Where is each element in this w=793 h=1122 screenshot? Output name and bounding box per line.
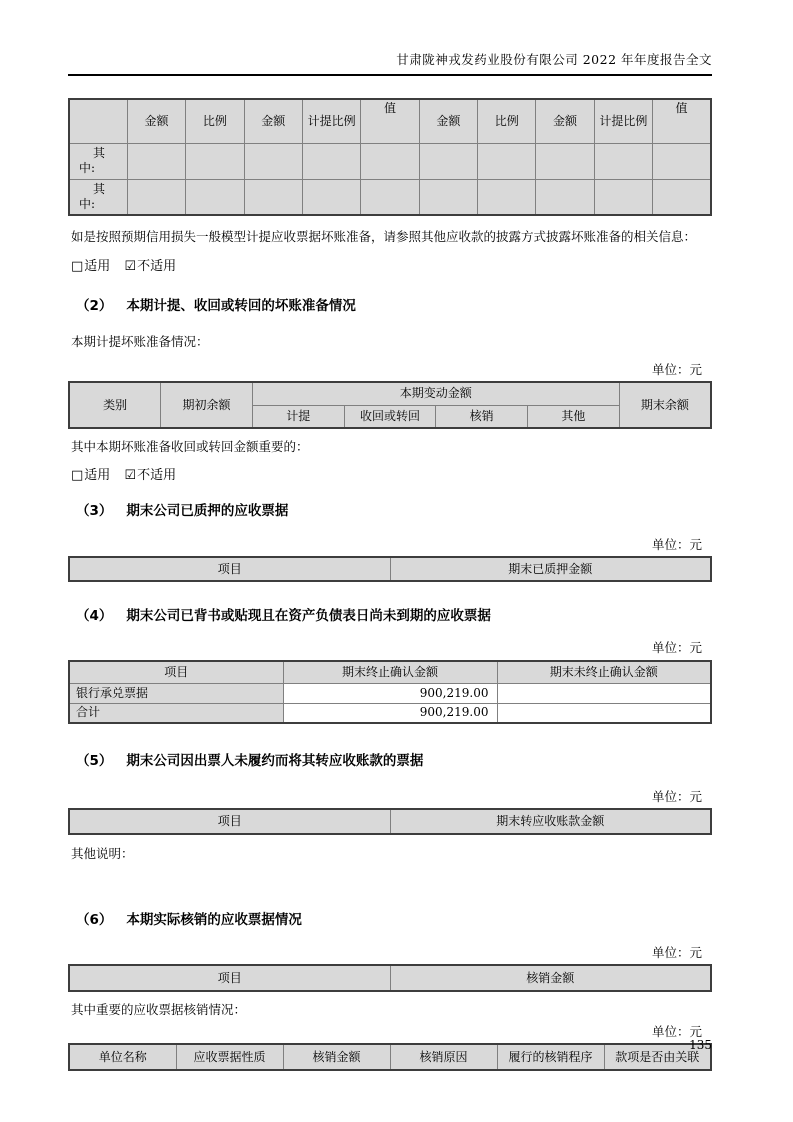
- table-cell: [536, 179, 594, 215]
- transferred-receivables-table: [68, 808, 712, 835]
- table-header-row: [69, 382, 711, 405]
- table-row: [69, 703, 711, 723]
- column-header: 期末终止确认金额: [283, 661, 497, 683]
- unit-label: 单位：元: [651, 537, 702, 552]
- column-header: 核销原因: [390, 1044, 497, 1070]
- section-title: 期末公司已背书或贴现且在资产负债表日尚未到期的应收票据: [126, 608, 491, 624]
- amount-cell: [497, 683, 711, 703]
- other-explanation-note: 其他说明：: [71, 846, 134, 861]
- important-writeoff-note: 其中重要的应收票据核销情况：: [71, 1002, 247, 1017]
- section-title: 本期实际核销的应收票据情况: [126, 912, 302, 928]
- section-number: （4）: [76, 608, 113, 624]
- table-cell: [594, 179, 652, 215]
- table-cell: [653, 143, 711, 179]
- column-header: 其他: [528, 405, 620, 428]
- table-cell: [186, 143, 244, 179]
- table-cell: [302, 143, 360, 179]
- amount-cell: [497, 703, 711, 723]
- not-applicable-label: 不适用: [137, 259, 177, 274]
- section-number: （3）: [76, 503, 113, 519]
- unit-label: 单位：元: [651, 945, 702, 960]
- section-4-heading: [76, 604, 712, 624]
- column-header: 期末未终止确认金额: [497, 661, 711, 683]
- row-label-cell: 其中:: [69, 179, 127, 215]
- pledged-notes-table: [68, 556, 712, 582]
- column-header-group: 本期变动金额: [252, 382, 619, 405]
- table-cell: [536, 143, 594, 179]
- column-header: 收回或转回: [344, 405, 436, 428]
- section-title: 期末公司因出票人未履约而将其转应收账款的票据: [126, 753, 424, 769]
- table-cell: [478, 179, 536, 215]
- column-header: 值: [653, 99, 711, 143]
- endorsed-discounted-notes-table: [68, 660, 712, 724]
- table-header-row: [69, 661, 711, 683]
- column-header: 金额: [419, 99, 477, 143]
- table-cell: [127, 179, 185, 215]
- applicable-checkbox-line: [71, 464, 712, 483]
- column-header: 计提比例: [302, 99, 360, 143]
- column-header: 单位名称: [69, 1044, 176, 1070]
- item-cell: 银行承兑票据: [69, 683, 283, 703]
- table-cell: [361, 179, 419, 215]
- column-header: 项目: [69, 557, 390, 581]
- column-header: 期末余额: [619, 382, 711, 428]
- column-header: 计提比例: [594, 99, 652, 143]
- unit-label: 单位：元: [651, 789, 702, 804]
- table-cell: [244, 179, 302, 215]
- column-header: 值: [361, 99, 419, 143]
- column-header: 金额: [244, 99, 302, 143]
- unit-label: 单位：元: [651, 640, 702, 655]
- table-row: [69, 179, 711, 215]
- unit-label: 单位：元: [651, 362, 702, 377]
- bad-debt-provision-table: [68, 98, 712, 216]
- unchecked-checkbox-icon: □: [71, 468, 84, 483]
- section-title: 本期计提、收回或转回的坏账准备情况: [126, 298, 356, 314]
- item-cell: 合计: [69, 703, 283, 723]
- applicable-label: 适用: [84, 468, 111, 483]
- ecl-model-note: 如是按照预期信用损失一般模型计提应收票据坏账准备，请参照其他应收款的披露方式披露坏账准备的相关信息：: [71, 229, 697, 244]
- table-cell: [302, 179, 360, 215]
- amount-cell: 900,219.00: [283, 683, 497, 703]
- table-header-row: [69, 557, 711, 581]
- column-header: 履行的核销程序: [497, 1044, 604, 1070]
- column-header: 期末转应收账款金额: [390, 809, 711, 834]
- recover-important-note: 其中本期坏账准备收回或转回金额重要的：: [71, 439, 309, 454]
- column-header: 类别: [69, 382, 161, 428]
- table-header-row: [69, 809, 711, 834]
- column-header: 比例: [186, 99, 244, 143]
- written-off-notes-table: [68, 964, 712, 992]
- column-header: 项目: [69, 965, 390, 991]
- table-cell: [419, 179, 477, 215]
- column-header: 项目: [69, 661, 283, 683]
- page-number: 135: [689, 1038, 712, 1052]
- table-row: [69, 683, 711, 703]
- section-6-heading: [76, 908, 712, 928]
- section-number: （2）: [76, 298, 113, 314]
- table-cell: [186, 179, 244, 215]
- applicable-label: 适用: [84, 259, 111, 274]
- section-number: （5）: [76, 753, 113, 769]
- column-header: [69, 99, 127, 143]
- column-header: 应收票据性质: [176, 1044, 283, 1070]
- section-2-intro: 本期计提坏账准备情况：: [71, 334, 209, 349]
- section-3-heading: [76, 499, 712, 519]
- table-cell: [419, 143, 477, 179]
- unchecked-checkbox-icon: □: [71, 259, 84, 274]
- checked-checkbox-icon: ☑: [124, 468, 137, 483]
- column-header: 金额: [127, 99, 185, 143]
- section-number: （6）: [76, 912, 113, 928]
- column-header: 期初余额: [161, 382, 253, 428]
- not-applicable-label: 不适用: [137, 468, 177, 483]
- section-2-heading: [76, 294, 712, 314]
- table-cell: [478, 143, 536, 179]
- column-header: 款项是否由关联: [604, 1044, 711, 1070]
- amount-cell: 900,219.00: [283, 703, 497, 723]
- column-header: 核销: [436, 405, 528, 428]
- table-cell: [653, 179, 711, 215]
- row-label-cell: 其中:: [69, 143, 127, 179]
- page-header: [68, 0, 712, 76]
- applicable-checkbox-line: [71, 255, 712, 274]
- report-title: 甘肃陇神戎发药业股份有限公司 2022 年年度报告全文: [396, 52, 712, 67]
- column-header: 核销金额: [283, 1044, 390, 1070]
- column-header: 核销金额: [390, 965, 711, 991]
- column-header: 期末已质押金额: [390, 557, 711, 581]
- column-header: 比例: [478, 99, 536, 143]
- provision-change-table: [68, 381, 712, 429]
- section-5-heading: [76, 749, 712, 769]
- table-cell: [361, 143, 419, 179]
- column-header: 计提: [252, 405, 344, 428]
- table-header-row: [69, 99, 711, 143]
- table-cell: [244, 143, 302, 179]
- table-row: [69, 143, 711, 179]
- page-content: [68, 0, 712, 1071]
- column-header: 金额: [536, 99, 594, 143]
- checked-checkbox-icon: ☑: [124, 259, 137, 274]
- unit-label: 单位：元: [651, 1024, 702, 1039]
- table-cell: [594, 143, 652, 179]
- section-title: 期末公司已质押的应收票据: [126, 503, 289, 519]
- table-cell: [127, 143, 185, 179]
- column-header: 项目: [69, 809, 390, 834]
- table-header-row: [69, 965, 711, 991]
